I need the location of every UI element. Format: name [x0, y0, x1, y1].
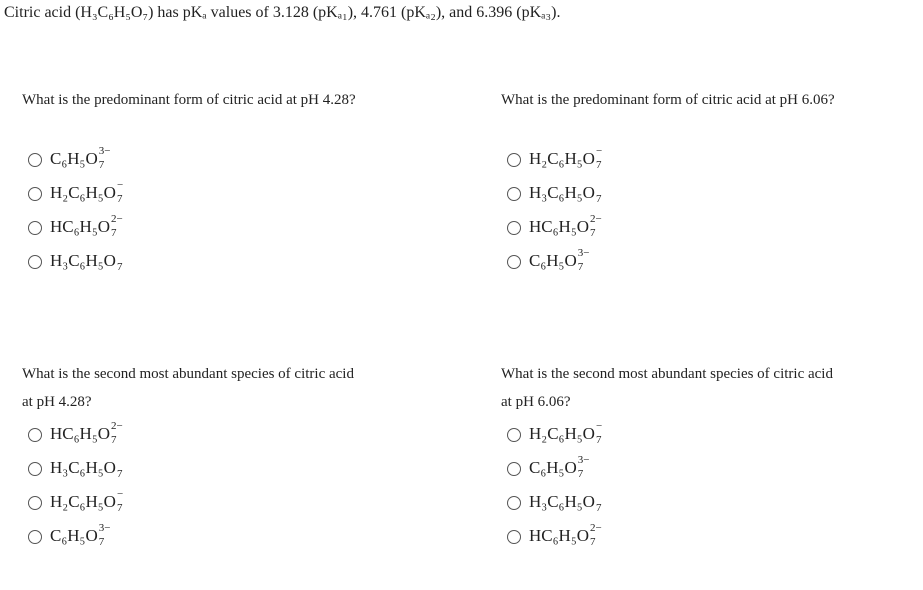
formula-charge-stack — [595, 185, 610, 205]
formula-charge-stack — [98, 521, 113, 548]
question-1-text: What is the predominant form of citric acid at pH 4.28? — [22, 92, 356, 108]
formula-base: H₂C₆H₅O — [529, 424, 595, 444]
formula-charge-stack — [98, 144, 113, 171]
question-4-option-2[interactable] — [507, 455, 592, 483]
formula-label — [529, 419, 610, 446]
formula-label — [529, 453, 592, 480]
formula-label — [529, 144, 610, 171]
question-2-option-4[interactable] — [507, 248, 592, 276]
formula-charge-stack — [595, 144, 610, 171]
formula-subscript: 7 — [590, 535, 596, 548]
radio-button[interactable] — [507, 462, 521, 476]
formula-charge: 2− — [111, 419, 123, 432]
formula-subscript: 7 — [577, 260, 584, 273]
formula-charge-stack — [577, 246, 592, 273]
formula-label — [50, 144, 113, 171]
formula-base: HC₆H₅O — [50, 424, 111, 444]
radio-button[interactable] — [507, 221, 521, 235]
formula-charge-stack — [595, 419, 610, 446]
formula-label — [529, 212, 604, 239]
formula-label — [529, 492, 610, 513]
radio-button[interactable] — [507, 496, 521, 510]
question-3-option-2[interactable] — [28, 455, 131, 483]
radio-button[interactable] — [28, 462, 42, 476]
question-1-option-2[interactable] — [28, 180, 131, 208]
question-3-text-line-1: What is the second most abundant species of citric acid — [22, 366, 354, 382]
question-1-option-3[interactable] — [28, 214, 125, 242]
question-2-prompt — [501, 86, 835, 114]
formula-subscript: 7 — [595, 158, 602, 171]
formula-base: HC₆H₅O — [529, 217, 590, 237]
formula-base: H₂C₆H₅O — [529, 149, 595, 169]
formula-charge: − — [116, 487, 124, 500]
formula-subscript: 7 — [116, 467, 123, 480]
formula-subscript: 7 — [595, 192, 602, 205]
formula-charge: − — [595, 144, 603, 157]
formula-base: C₆H₅O — [529, 458, 577, 478]
formula-charge: − — [116, 178, 124, 191]
formula-charge: 3− — [98, 144, 111, 157]
radio-button[interactable] — [28, 428, 42, 442]
formula-charge: 3− — [98, 521, 111, 534]
formula-charge: 2− — [111, 212, 123, 225]
formula-charge: 2− — [590, 212, 602, 225]
formula-base: HC₆H₅O — [50, 217, 111, 237]
formula-subscript: 7 — [590, 226, 596, 239]
formula-base: H₃C₆H₅O — [529, 492, 595, 512]
formula-charge-stack — [595, 494, 610, 514]
radio-button[interactable] — [507, 428, 521, 442]
question-4-option-1[interactable] — [507, 421, 610, 449]
radio-button[interactable] — [28, 496, 42, 510]
radio-button[interactable] — [507, 530, 521, 544]
formula-subscript: 7 — [595, 433, 602, 446]
radio-button[interactable] — [28, 255, 42, 269]
formula-charge: 2− — [590, 521, 602, 534]
question-2-text: What is the predominant form of citric acid at pH 6.06? — [501, 92, 835, 108]
formula-charge-stack — [116, 253, 131, 273]
question-3-option-4[interactable] — [28, 523, 113, 551]
question-2-option-2[interactable] — [507, 180, 610, 208]
question-3-text-line-2: at pH 4.28? — [22, 394, 92, 410]
radio-button[interactable] — [507, 153, 521, 167]
formula-base: H₃C₆H₅O — [50, 251, 116, 271]
formula-charge-stack — [110, 419, 125, 446]
formula-base: C₆H₅O — [50, 149, 98, 169]
formula-label — [50, 178, 131, 205]
radio-button[interactable] — [28, 530, 42, 544]
formula-charge: − — [595, 419, 603, 432]
radio-button[interactable] — [507, 187, 521, 201]
formula-subscript: 7 — [595, 501, 602, 514]
formula-label — [50, 487, 131, 514]
question-4-text-line-2: at pH 6.06? — [501, 394, 571, 410]
formula-base: H₃C₆H₅O — [529, 183, 595, 203]
formula-base: C₆H₅O — [529, 251, 577, 271]
formula-subscript: 7 — [577, 467, 584, 480]
formula-label — [50, 419, 125, 446]
formula-charge-stack — [589, 212, 604, 239]
formula-subscript: 7 — [98, 158, 105, 171]
question-4-text-line-1: What is the second most abundant species of citric acid — [501, 366, 833, 382]
formula-subscript: 7 — [111, 226, 117, 239]
formula-subscript: 7 — [116, 192, 123, 205]
formula-base: H₂C₆H₅O — [50, 183, 116, 203]
question-3-option-1[interactable] — [28, 421, 125, 449]
formula-base: H₂C₆H₅O — [50, 492, 116, 512]
formula-subscript: 7 — [111, 433, 117, 446]
formula-charge-stack — [577, 453, 592, 480]
formula-label — [529, 183, 610, 204]
question-1-option-1[interactable] — [28, 146, 113, 174]
formula-charge: 3− — [577, 453, 590, 466]
problem-statement: Citric acid (H₃C₆H₅O₇) has pKₐ values of 3.128 (pKₐ₁), 4.761 (pKₐ₂), and 6.396 (pKₐ₃). — [4, 4, 561, 21]
radio-button[interactable] — [28, 153, 42, 167]
formula-subscript: 7 — [98, 535, 105, 548]
question-2-option-1[interactable] — [507, 146, 610, 174]
formula-label — [50, 458, 131, 479]
formula-label — [50, 521, 113, 548]
radio-button[interactable] — [507, 255, 521, 269]
formula-base: C₆H₅O — [50, 526, 98, 546]
question-3-option-3[interactable] — [28, 489, 131, 517]
formula-charge-stack — [116, 178, 131, 205]
question-3-prompt — [22, 360, 354, 416]
formula-charge: 3− — [577, 246, 590, 259]
radio-button[interactable] — [28, 221, 42, 235]
formula-charge-stack — [110, 212, 125, 239]
radio-button[interactable] — [28, 187, 42, 201]
formula-label — [50, 212, 125, 239]
formula-base: HC₆H₅O — [529, 526, 590, 546]
formula-subscript: 7 — [116, 501, 123, 514]
question-1-prompt — [22, 86, 356, 114]
question-2-option-3[interactable] — [507, 214, 604, 242]
formula-label — [50, 251, 131, 272]
formula-label — [529, 246, 592, 273]
formula-charge-stack — [116, 460, 131, 480]
question-4-option-4[interactable] — [507, 523, 604, 551]
question-4-prompt — [501, 360, 833, 416]
formula-label — [529, 521, 604, 548]
formula-charge-stack — [589, 521, 604, 548]
formula-base: H₃C₆H₅O — [50, 458, 116, 478]
question-1-option-4[interactable] — [28, 248, 131, 276]
question-4-option-3[interactable] — [507, 489, 610, 517]
formula-charge-stack — [116, 487, 131, 514]
formula-subscript: 7 — [116, 260, 123, 273]
